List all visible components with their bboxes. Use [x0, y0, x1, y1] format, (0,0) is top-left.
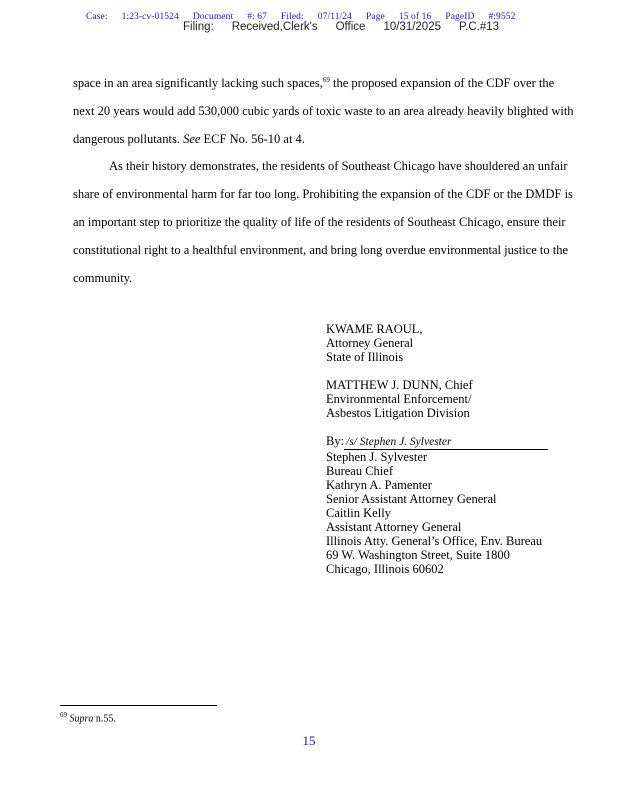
ag-title: Attorney General — [326, 336, 414, 350]
filing-label: Filing: — [183, 21, 214, 33]
counsel-line: Illinois Atty. General’s Office, Env. Bureau — [326, 534, 543, 548]
counsel-line: Bureau Chief — [326, 464, 393, 478]
chief-division-2: Asbestos Litigation Division — [326, 406, 470, 420]
office-label: Office — [335, 21, 366, 33]
filed-label: Filed: — [280, 12, 304, 22]
footnote — [60, 711, 116, 724]
p1-text-b: the proposed expansion of the CDF over the next 20 years would add 530,000 cubic yards of toxic waste to an area already heavily blighted with dangerous pollutants. — [73, 76, 574, 146]
p1-text-c: ECF No. 56-10 at 4. — [200, 131, 305, 146]
footnote-text: n.55. — [93, 713, 116, 725]
case-label: Case: — [86, 12, 108, 22]
page-label: Page — [366, 12, 385, 22]
chief-division-1: Environmental Enforcement/ — [326, 392, 472, 406]
received-label: Received,Clerk's — [231, 21, 318, 33]
chief-name: MATTHEW J. DUNN, Chief — [326, 378, 473, 392]
pageid-number: #:9552 — [488, 12, 516, 22]
page-number: 15 — [302, 733, 316, 748]
footnote-number: 69 — [60, 711, 67, 719]
p1-text-a: space in an area significantly lacking such spaces, — [73, 76, 323, 90]
page-count: 15 of 16 — [398, 12, 432, 22]
brief-body — [73, 70, 578, 292]
signature-block — [326, 322, 586, 576]
document-number: #: 67 — [247, 12, 267, 22]
electronic-signature: /s/ Stephen J. Sylvester — [344, 435, 548, 450]
counsel-block — [326, 450, 586, 576]
pc-number: P.C.#13 — [459, 21, 500, 33]
filing-stamp — [183, 21, 517, 33]
supra-signal: Supra — [69, 713, 94, 725]
paragraph-1 — [73, 70, 578, 153]
case-number: 1:23-cv-01524 — [121, 12, 179, 22]
counsel-line: Caitlin Kelly — [326, 506, 391, 520]
counsel-line: 69 W. Washington Street, Suite 1800 — [326, 548, 510, 562]
chief-block — [326, 378, 586, 420]
see-signal: See — [183, 131, 201, 146]
counsel-line: Assistant Attorney General — [326, 520, 462, 534]
footnote-ref: 69 — [322, 75, 330, 84]
document-label: Document — [192, 12, 234, 22]
counsel-line: Kathryn A. Pamenter — [326, 478, 432, 492]
counsel-line: Chicago, Illinois 60602 — [326, 562, 444, 576]
court-header — [0, 12, 618, 42]
paragraph-2: As their history demonstrates, the residents of Southeast Chicago have shouldered an unfair share of environmental harm for far too long. Prohibiting the expansion of the CDF or the DMDF is an important step to prioritize the quality of life of the residents of Southeast Chicago, ensure their constitutional right to a healthful environment, and bring long overdue environmental justice to the community. — [73, 159, 573, 285]
signature-line — [326, 434, 586, 450]
footnote-divider — [60, 705, 217, 706]
filed-date: 07/11/24 — [317, 12, 352, 22]
pageid-label: PageID — [445, 12, 475, 22]
filing-date: 10/31/2025 — [383, 21, 441, 33]
ag-name: KWAME RAOUL, — [326, 322, 423, 336]
attorney-general-block — [326, 322, 586, 364]
counsel-line: Senior Assistant Attorney General — [326, 492, 497, 506]
counsel-line: Stephen J. Sylvester — [326, 450, 428, 464]
ag-state: State of Illinois — [326, 350, 404, 364]
by-label: By: — [326, 434, 345, 448]
